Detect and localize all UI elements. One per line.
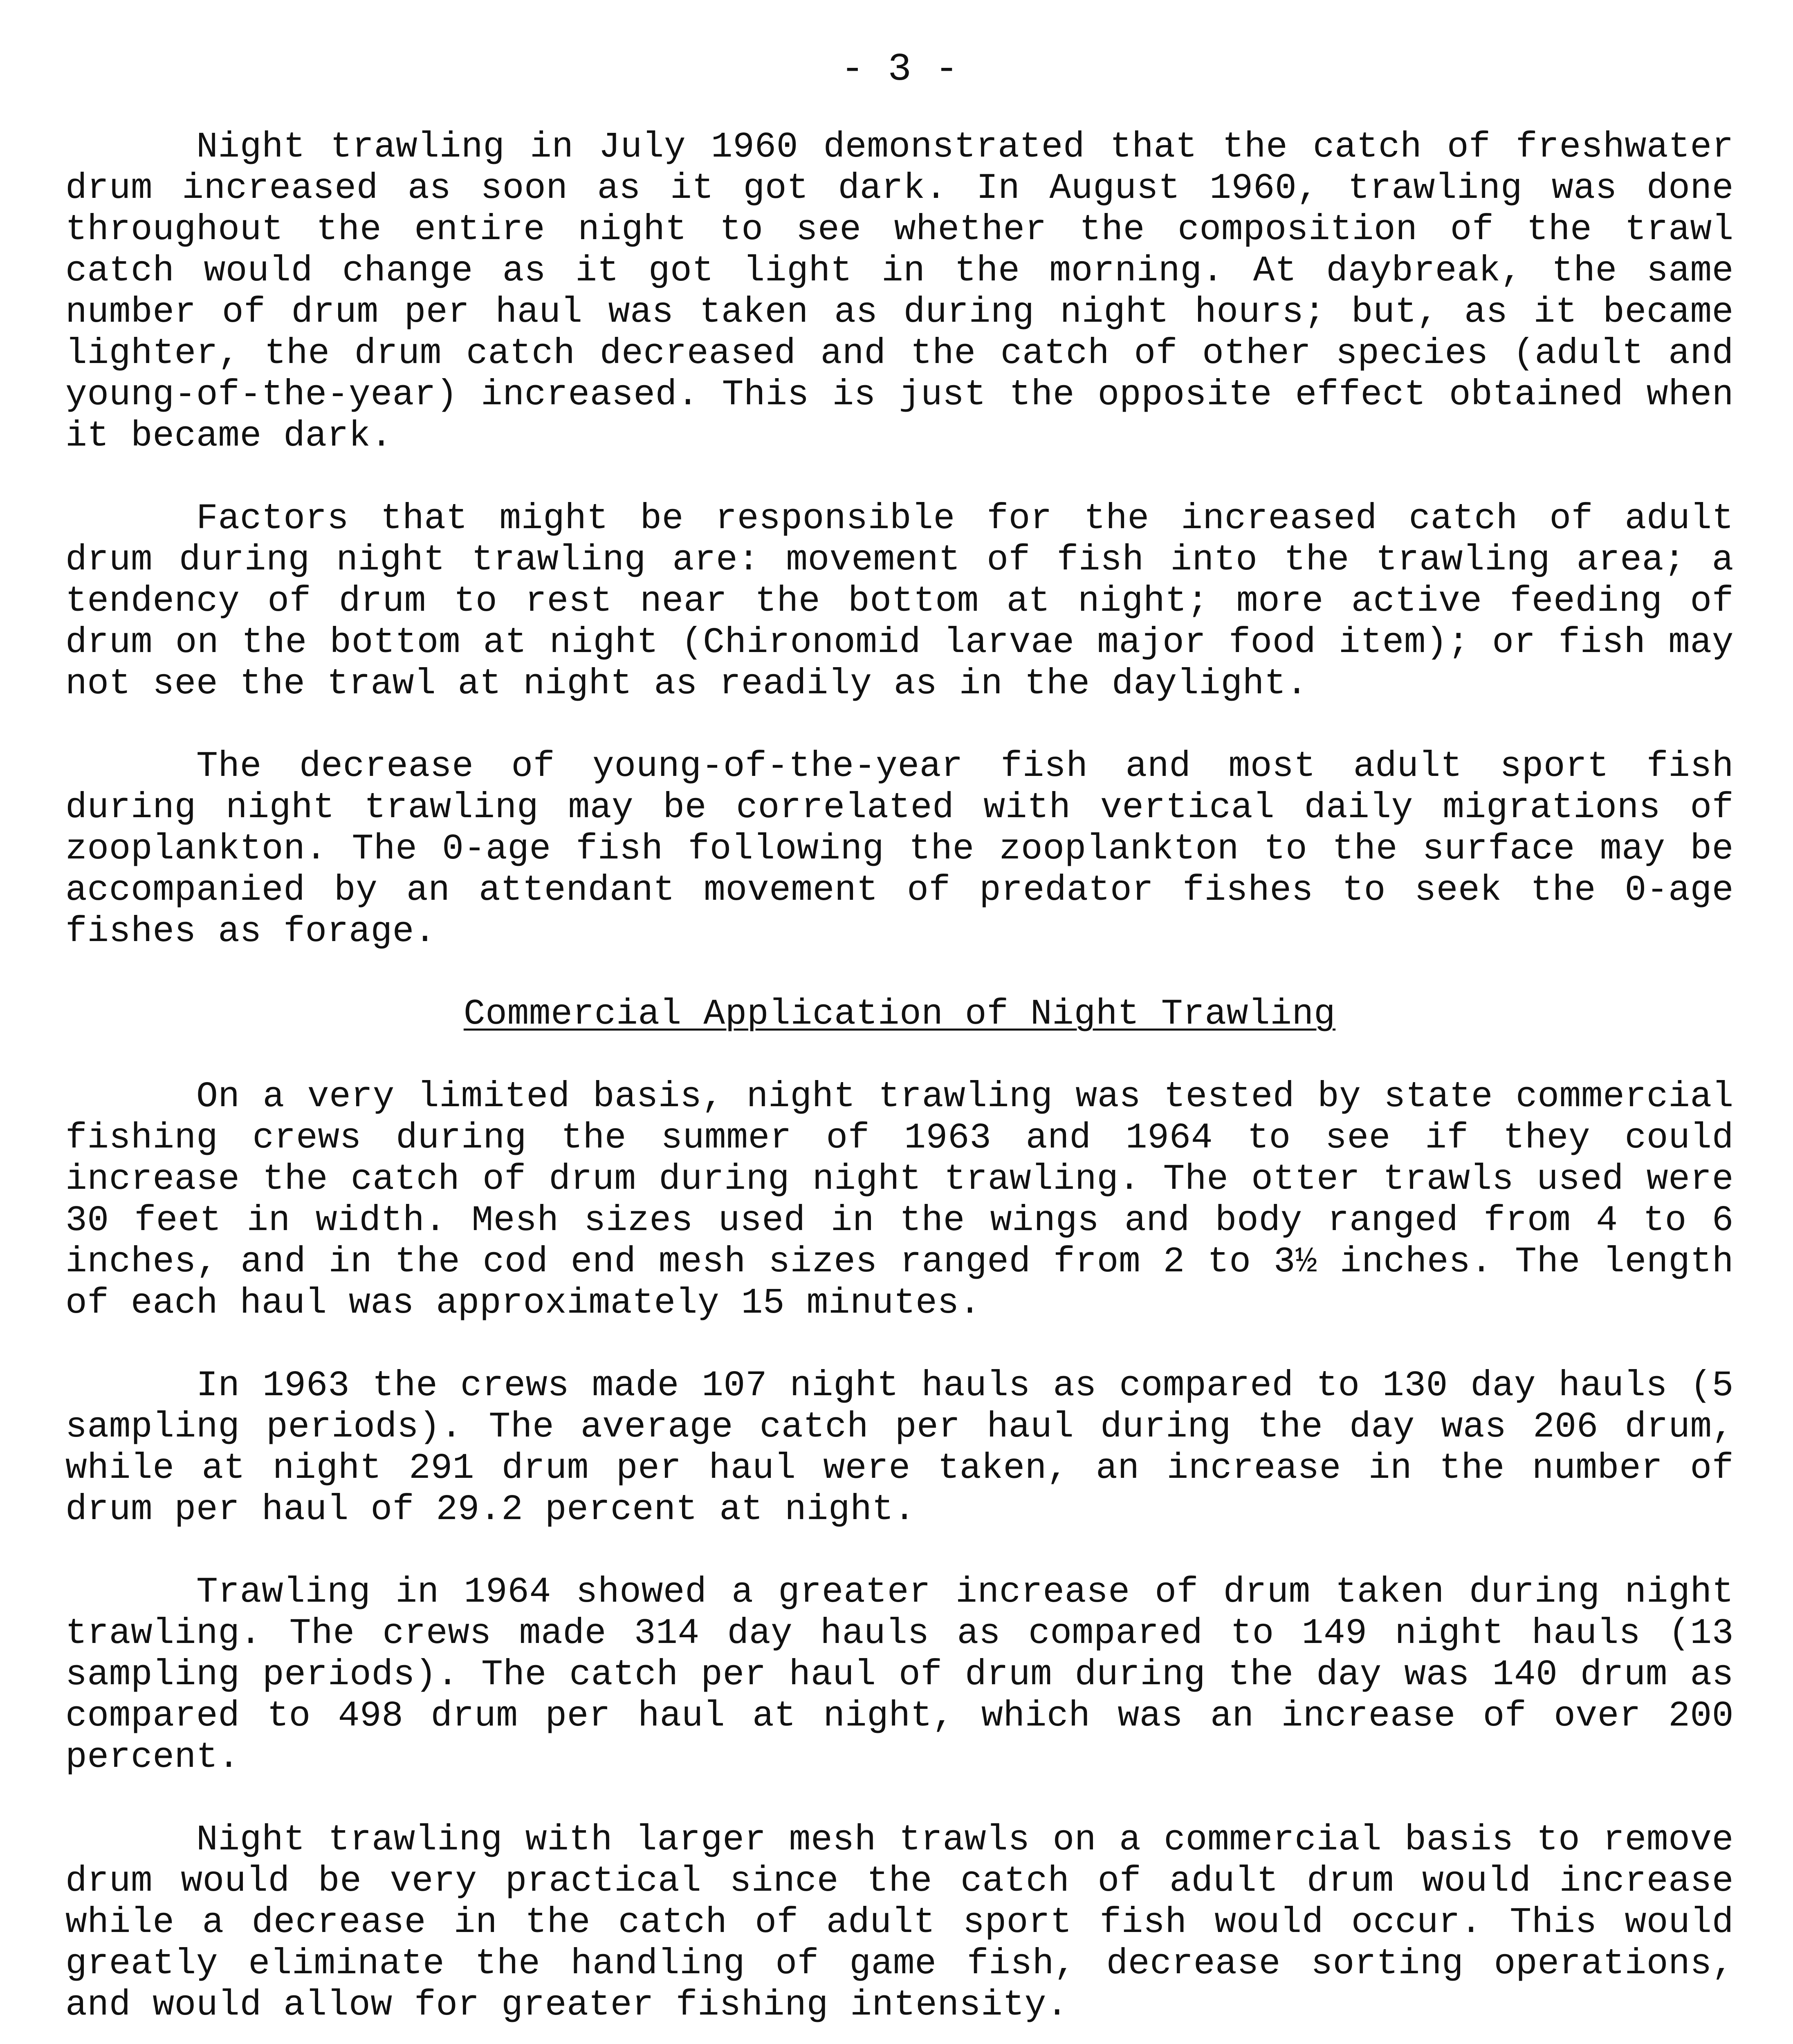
- section-heading: Commercial Application of Night Trawling: [463, 994, 1336, 1035]
- paragraph-1964-results: Trawling in 1964 showed a greater increase of drum taken during night trawling. The crews made 314 day hauls as compared to 149 night hauls (13 sampling periods). The catch per haul of drum during the day was 140 drum as compared to 498 drum per haul at night, which was an increase of over 200 percent.: [65, 1572, 1734, 1778]
- paragraph-decrease-young-fish: The decrease of young-of-the-year fish and most adult sport fish during night trawling may be correlated with vertical daily migrations of zooplankton. The 0-age fish following the zooplankton to the surface may be accompanied by an attendant movement of predator fishes to seek the 0-age fishes as forage.: [65, 746, 1734, 952]
- paragraph-limited-basis: On a very limited basis, night trawling was tested by state commercial fishing crews during the summer of 1963 and 1964 to see if they could increase the catch of drum during night trawling. The otter trawls used were 30 feet in width. Mesh sizes used in the wings and body ranged from 4 to 6 inches, and in the cod end mesh sizes ranged from 2 to 3½ inches. The length of each haul was approximately 15 minutes.: [65, 1077, 1734, 1324]
- document-body: [65, 127, 1734, 2044]
- paragraph-night-trawling-1960: Night trawling in July 1960 demonstrated that the catch of freshwater drum increased as soon as it got dark. In August 1960, trawling was done throughout the entire night to see whether the composition of the trawl catch would change as it got light in the morning. At daybreak, the same number of drum per haul was taken as during night hours; but, as it became lighter, the drum catch decreased and the catch of other species (adult and young-of-the-year) increased. This is just the opposite effect obtained when it became dark.: [65, 127, 1734, 457]
- paragraph-factors: Factors that might be responsible for the increased catch of adult drum during night trawling are: movement of fish into the trawling area; a tendency of drum to rest near the bottom at night; more active feeding of drum on the bottom at night (Chironomid larvae major food item); or fish may not see the trawl at night as readily as in the daylight.: [65, 499, 1734, 704]
- paragraph-commercial-practicality: Night trawling with larger mesh trawls on a commercial basis to remove drum would be very practical since the catch of adult drum would increase while a decrease in the catch of adult sport fish would occur. This would greatly eliminate the handling of game fish, decrease sorting operations, and would allow for greater fishing intensity.: [65, 1820, 1734, 2026]
- page-number: - 3 -: [840, 47, 959, 92]
- paragraph-1963-results: In 1963 the crews made 107 night hauls as compared to 130 day hauls (5 sampling periods). The average catch per haul during the day was 206 drum, while at night 291 drum per haul were taken, an increase in the number of drum per haul of 29.2 percent at night.: [65, 1366, 1734, 1530]
